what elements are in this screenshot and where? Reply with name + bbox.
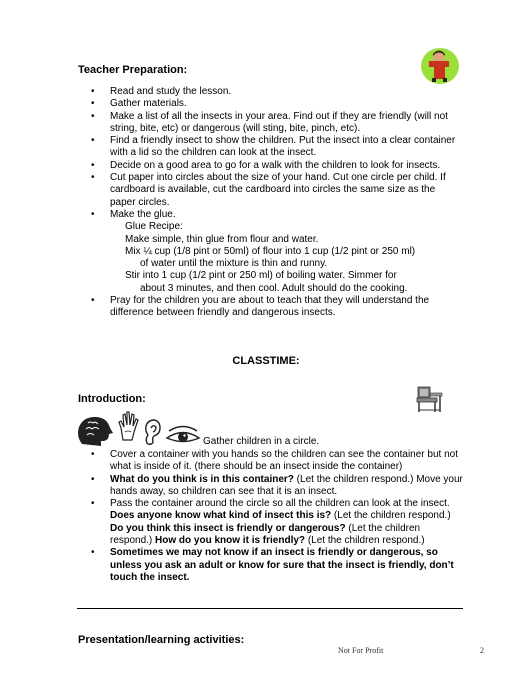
warning-text: Sometimes we may not know if an insect is friendly or dangerous, so unless you ask an adult or know for sure that the insect is friendly, don’t touch the insect. bbox=[110, 547, 454, 583]
eye-icon bbox=[165, 425, 201, 445]
list-item bbox=[91, 498, 463, 547]
teacher-prep-list bbox=[91, 86, 463, 320]
teacher-reading-icon bbox=[420, 47, 460, 85]
glue-item-label: • Make the glue. bbox=[110, 208, 176, 220]
instruction-text: Pass the container around the circle so all the children can look at the insect. bbox=[110, 498, 450, 510]
list-item bbox=[91, 547, 463, 584]
list-item: • Pray for the children you are about to teach that they will understand the difference between friendly and dangerous insects. bbox=[91, 295, 463, 320]
classroom-chair-icon bbox=[414, 384, 446, 414]
glue-recipe-line: Stir into 1 cup (1/2 pint or 250 ml) of boiling water. Simmer for bbox=[125, 270, 397, 282]
instruction-text: (Let the children respond.) bbox=[110, 522, 421, 547]
presentation-heading: Presentation/learning activities: bbox=[78, 634, 245, 646]
question-text: Does anyone know what kind of insect this is? bbox=[110, 510, 332, 522]
glue-recipe-line: of water until the mixture is thin and runny. bbox=[140, 258, 328, 270]
glue-recipe-line: Make simple, thin glue from flour and water. bbox=[125, 233, 319, 245]
gather-text: Gather children in a circle. bbox=[203, 436, 320, 447]
glue-recipe-line: about 3 minutes, and then cool. Adult should do the cooking. bbox=[140, 282, 408, 294]
list-item bbox=[91, 209, 463, 295]
classtime-heading: CLASSTIME: bbox=[232, 355, 300, 367]
glue-recipe-line: Mix ¼ cup (1/8 pint or 50ml) of flour into 1 cup (1/2 pint or 250 ml) bbox=[125, 245, 416, 257]
ear-icon bbox=[142, 418, 162, 446]
head-senses-icon bbox=[74, 414, 116, 448]
list-item: • Read and study the lesson. bbox=[91, 86, 463, 98]
list-item bbox=[91, 474, 463, 499]
question-text: Do you think this insect is friendly or dangerous? bbox=[110, 522, 346, 534]
list-item: • Make a list of all the insects in your area. Find out if they are friendly (will not string, bite, etc) or dangerous (will sting, bite, pinch, etc). bbox=[91, 111, 463, 136]
instruction-text: (Let the children respond.) bbox=[331, 510, 451, 522]
introduction-list bbox=[91, 449, 463, 584]
introduction-heading: Introduction: bbox=[78, 393, 146, 405]
teacher-prep-heading: Teacher Preparation: bbox=[78, 64, 188, 76]
footer-note: Not For Profit bbox=[338, 646, 384, 655]
glue-recipe-title: Glue Recipe: bbox=[125, 221, 183, 233]
list-item: • Find a friendly insect to show the children. Put the insect into a clear container with a lid so the children can look at the insect. bbox=[91, 135, 463, 160]
section-divider bbox=[77, 608, 463, 609]
hand-icon bbox=[117, 410, 139, 442]
list-item: • Gather materials. bbox=[91, 98, 463, 110]
question-text: How do you know it is friendly? bbox=[155, 535, 306, 547]
list-item: • Cut paper into circles about the size of your hand. Cut one circle per child. If cardboard is available, cut the cardboard into circles the same size as the paper circles. bbox=[91, 172, 463, 209]
question-text: What do you think is in this container? bbox=[110, 473, 294, 485]
instruction-text: (Let the children respond.) Move your hands away, so children can see that it is an insect. bbox=[110, 473, 463, 497]
instruction-text: (Let the children respond.) bbox=[305, 535, 425, 547]
list-item: • Decide on a good area to go for a walk with the children to look for insects. bbox=[91, 160, 463, 172]
page-number: 2 bbox=[480, 646, 484, 655]
list-item: • Cover a container with you hands so the children can see the container but not what is inside of it. (there should be an insect inside the container) bbox=[91, 449, 463, 474]
